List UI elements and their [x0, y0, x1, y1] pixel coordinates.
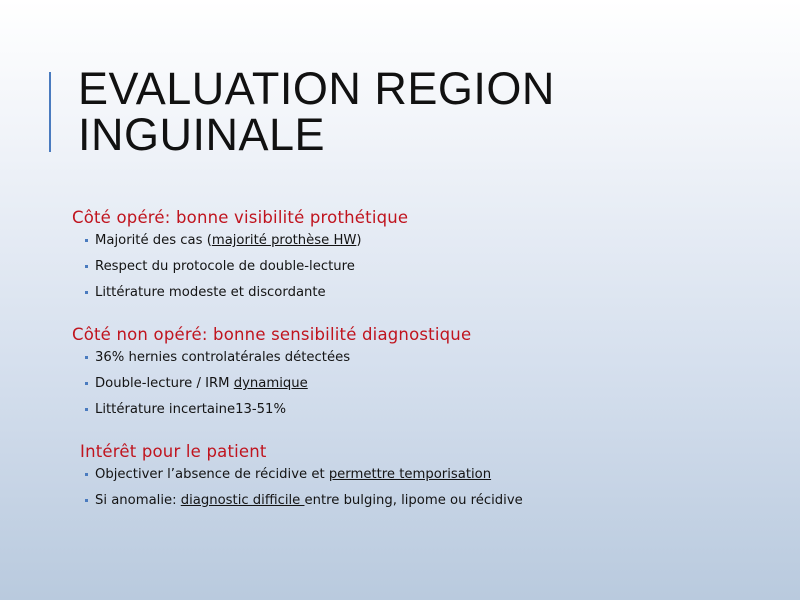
title-line-1: EVALUATION REGION — [78, 63, 555, 114]
section-non-operated-side — [72, 325, 471, 427]
list-item: 36% hernies controlatérales détectées — [85, 349, 471, 375]
title-line-2: INGUINALE — [78, 109, 326, 160]
list-item: Littérature modeste et discordante — [85, 284, 408, 310]
list-item: Double-lecture / IRM dynamique — [85, 375, 471, 401]
list-item: Respect du protocole de double-lecture — [85, 258, 408, 284]
section-heading: Intérêt pour le patient — [80, 442, 267, 461]
list-item: Majorité des cas (majorité prothèse HW) — [85, 232, 408, 258]
section-heading: Côté opéré: bonne visibilité prothétique — [72, 208, 409, 227]
bullet-list — [72, 232, 408, 310]
title-accent-bar — [49, 72, 51, 152]
list-item: Littérature incertaine13-51% — [85, 401, 471, 427]
list-item: Si anomalie: diagnostic difficile entre bulging, lipome ou récidive — [85, 492, 523, 518]
section-patient-interest — [80, 442, 523, 518]
list-item: Objectiver l’absence de récidive et permettre temporisation — [85, 466, 523, 492]
section-operated-side — [72, 208, 408, 310]
bullet-list — [80, 466, 523, 518]
bullet-list — [72, 349, 471, 427]
section-heading: Côté non opéré: bonne sensibilité diagnostique — [72, 325, 472, 344]
slide-title — [78, 63, 778, 160]
